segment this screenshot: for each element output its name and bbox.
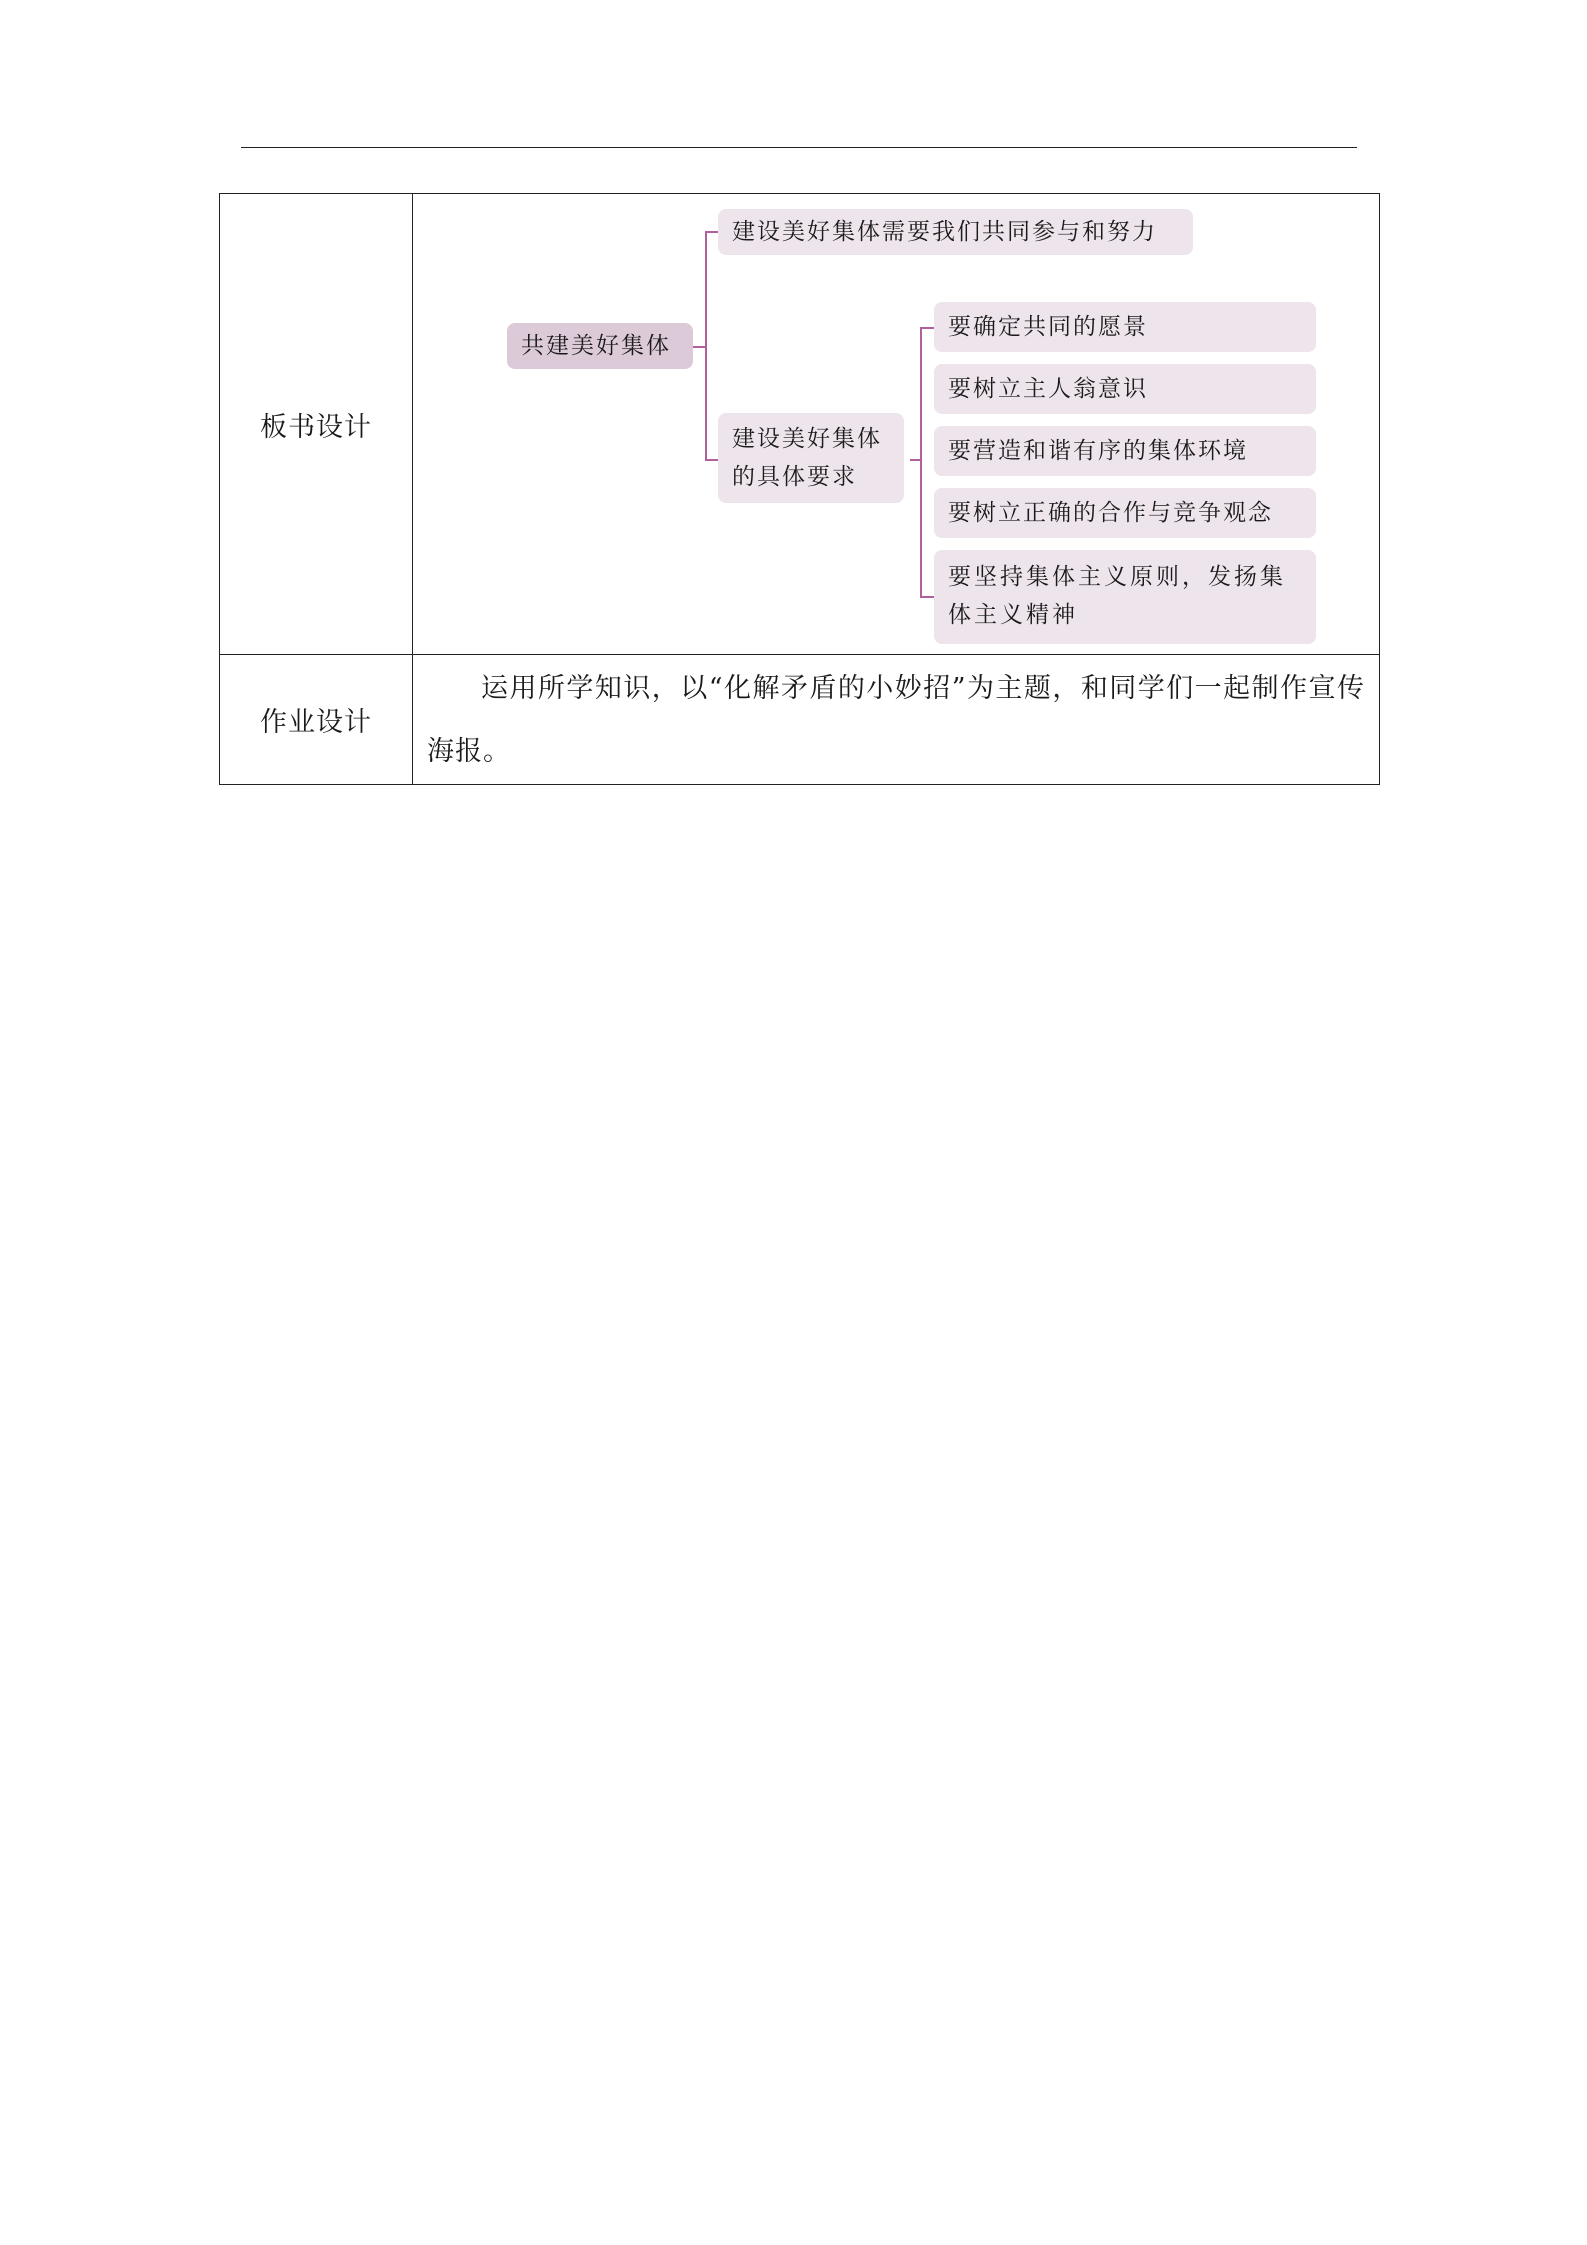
requirement-item: 要坚持集体主义原则，发扬集体主义精神 xyxy=(934,550,1316,644)
table-row-board-design xyxy=(220,194,1380,655)
requirement-item: 要营造和谐有序的集体环境 xyxy=(934,426,1316,476)
requirement-item: 要树立正确的合作与竞争观念 xyxy=(934,488,1316,538)
lesson-plan-table xyxy=(219,193,1380,785)
row-label-homework-design: 作业设计 xyxy=(220,655,413,785)
connector-level1-bracket xyxy=(706,232,718,460)
homework-cell xyxy=(413,655,1380,785)
table-row-homework-design xyxy=(220,655,1380,785)
mindmap xyxy=(413,194,1379,654)
board-design-cell xyxy=(413,194,1380,655)
mindmap-branch-participation: 建设美好集体需要我们共同参与和努力 xyxy=(718,209,1193,255)
homework-text: 运用所学知识，以“化解矛盾的小妙招”为主题，和同学们一起制作宣传海报。 xyxy=(427,672,1365,767)
header-rule xyxy=(241,147,1357,148)
mindmap-branch-requirements: 建设美好集体的具体要求 xyxy=(718,413,904,503)
requirement-item: 要树立主人翁意识 xyxy=(934,364,1316,414)
mindmap-root-node: 共建美好集体 xyxy=(507,323,693,369)
connector-level2-bracket xyxy=(921,328,934,597)
requirement-item: 要确定共同的愿景 xyxy=(934,302,1316,352)
row-label-board-design: 板书设计 xyxy=(220,194,413,655)
